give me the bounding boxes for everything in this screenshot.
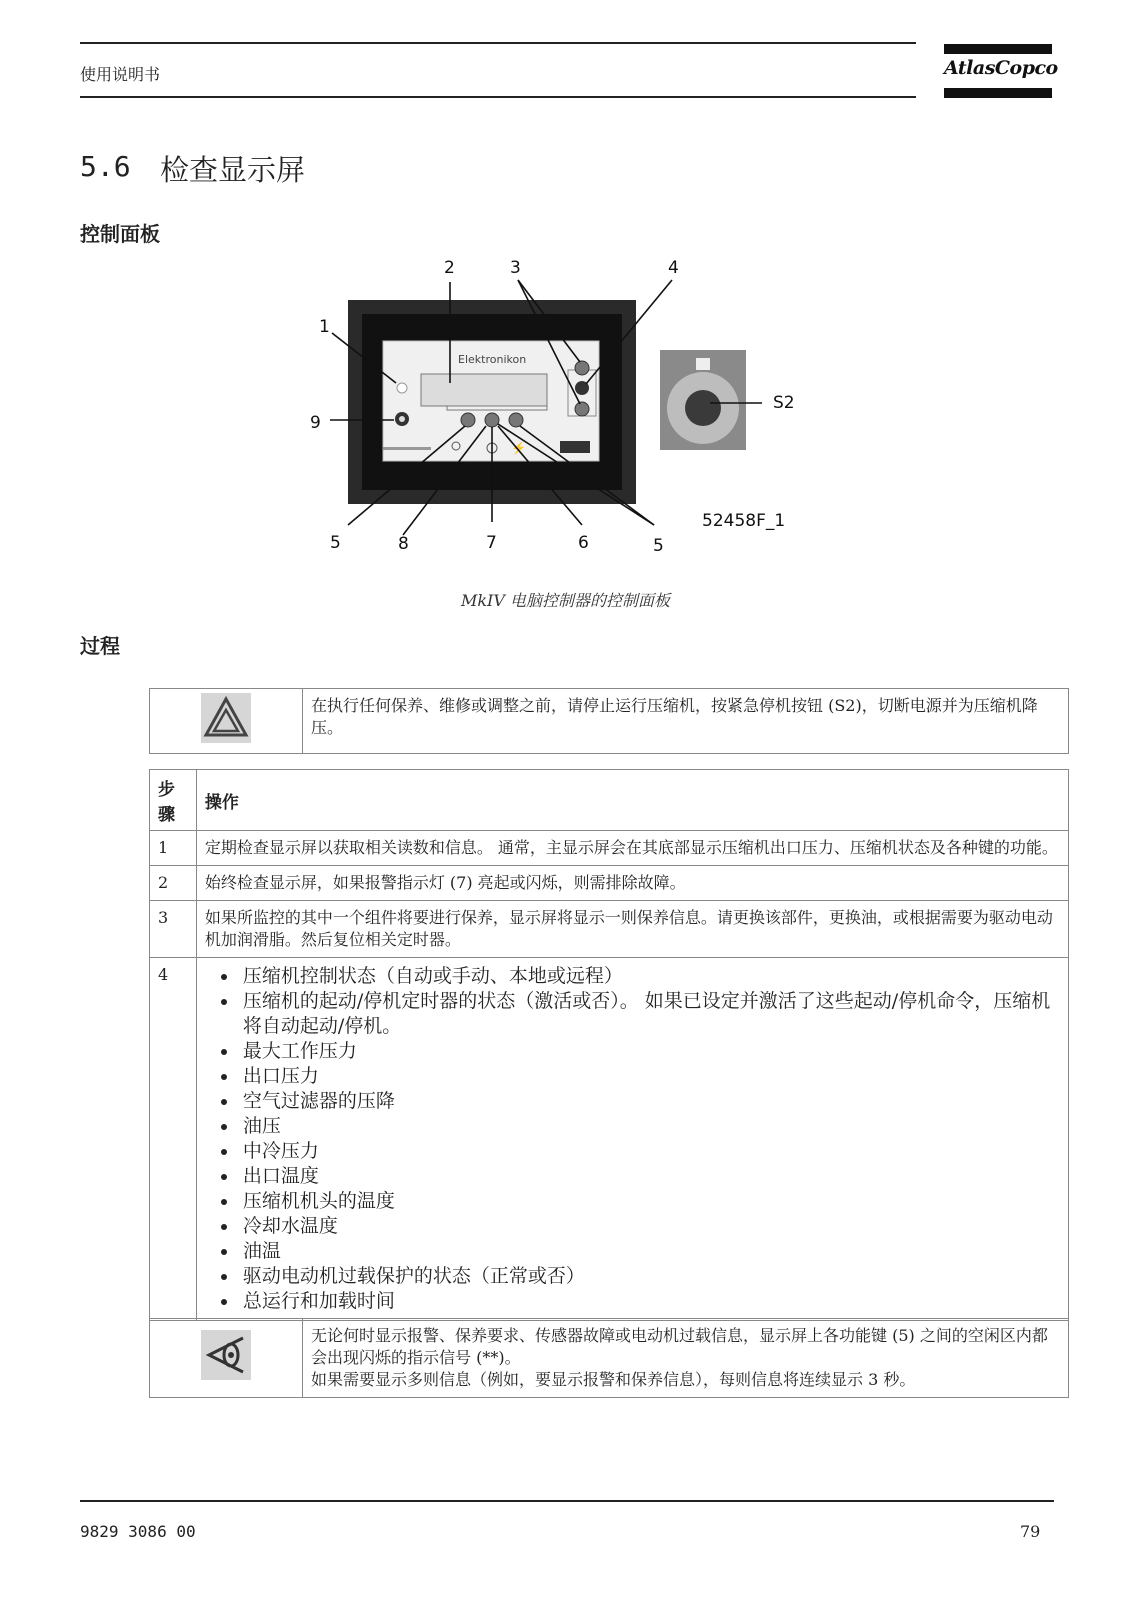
step-number: 2 (150, 866, 197, 901)
note-line-2: 如果需要显示多则信息（例如，要显示报警和保养信息），每则信息将连续显示 3 秒。 (311, 1370, 916, 1389)
note-icon-cell (150, 1319, 303, 1398)
section-title: 检查显示屏 (160, 153, 306, 187)
list-item: • 空气过滤器的压降 (239, 1089, 1060, 1114)
header-bottom-rule (80, 96, 916, 98)
page-number: 79 (1020, 1522, 1041, 1541)
list-item: • 出口温度 (239, 1164, 1060, 1189)
callout-5-right: 5 (653, 536, 664, 556)
table-row (150, 901, 1069, 958)
svg-text:⚡: ⚡ (511, 441, 526, 455)
callout-3: 3 (510, 258, 521, 278)
callout-9: 9 (310, 413, 321, 433)
procedure-table (149, 769, 1069, 1321)
eye-icon (201, 1330, 251, 1380)
brand-text: Elektronikon (458, 353, 527, 366)
table-row (150, 958, 1069, 1321)
warning-icon-cell (150, 689, 303, 754)
note-box (149, 1318, 1069, 1398)
procedure-heading: 过程 (80, 634, 120, 658)
note-text (303, 1319, 1069, 1398)
warning-text: 在执行任何保养、维修或调整之前，请停止运行压缩机，按紧急停机按钮 (S2)，切断电源并为压缩机降压。 (303, 689, 1069, 754)
list-item: • 压缩机控制状态（自动或手动、本地或远程） (239, 964, 1060, 989)
table-row (150, 831, 1069, 866)
callout-5-left: 5 (330, 533, 341, 553)
control-panel-figure (310, 258, 830, 558)
figure-caption: MkIV 电脑控制器的控制面板 (460, 591, 671, 610)
callout-7: 7 (486, 533, 497, 553)
step-number: 1 (150, 831, 197, 866)
list-item: • 总运行和加载时间 (239, 1289, 1060, 1314)
step-number: 4 (150, 958, 197, 1321)
list-item: • 压缩机的起动/停机定时器的状态（激活或否）。 如果已设定并激活了这些起动/停机命令，压缩机将自动起动/停机。 (239, 989, 1060, 1039)
doc-number: 9829 3086 00 (80, 1522, 196, 1541)
list-item: • 油温 (239, 1239, 1060, 1264)
header-action: 操作 (196, 770, 1068, 831)
step-action (196, 958, 1068, 1321)
section-number: 5.6 (80, 150, 131, 183)
step-number: 3 (150, 901, 197, 958)
atlas-copco-logo: AtlasCopco (944, 44, 1052, 98)
note-line-1: 无论何时显示报警、保养要求、传感器故障或电动机过载信息，显示屏上各功能键 (5) 之间的空闲区内都会出现闪烁的指示信号 (**)。 (311, 1326, 1048, 1367)
callout-4: 4 (668, 258, 679, 278)
doc-title: 使用说明书 (80, 65, 161, 84)
list-item: • 出口压力 (239, 1064, 1060, 1089)
warning-box (149, 688, 1069, 754)
header-step: 步骤 (150, 770, 197, 831)
list-item: • 油压 (239, 1114, 1060, 1139)
step-action: 如果所监控的其中一个组件将要进行保养，显示屏将显示一则保养信息。请更换该部件，更换油，或根据需要为驱动电动机加润滑脂。然后复位相关定时器。 (196, 901, 1068, 958)
callout-6: 6 (578, 533, 589, 553)
control-panel-heading: 控制面板 (80, 222, 160, 246)
warning-triangle-icon (201, 693, 251, 743)
figure-id: 52458F_1 (702, 511, 786, 531)
callout-1: 1 (319, 317, 330, 337)
list-item: • 压缩机机头的温度 (239, 1189, 1060, 1214)
callout-s2: S2 (773, 393, 795, 413)
list-item: • 中冷压力 (239, 1139, 1060, 1164)
status-bullet-list (205, 964, 1060, 1314)
callout-8: 8 (398, 534, 409, 554)
header-top-rule (80, 42, 916, 44)
step-action: 定期检查显示屏以获取相关读数和信息。 通常，主显示屏会在其底部显示压缩机出口压力、压缩机状态及各种键的功能。 (196, 831, 1068, 866)
list-item: • 冷却水温度 (239, 1214, 1060, 1239)
list-item: • 最大工作压力 (239, 1039, 1060, 1064)
callout-2: 2 (444, 258, 455, 278)
table-row (150, 866, 1069, 901)
list-item: • 驱动电动机过载保护的状态（正常或否） (239, 1264, 1060, 1289)
step-action: 始终检查显示屏，如果报警指示灯 (7) 亮起或闪烁，则需排除故障。 (196, 866, 1068, 901)
footer-rule (80, 1500, 1054, 1502)
